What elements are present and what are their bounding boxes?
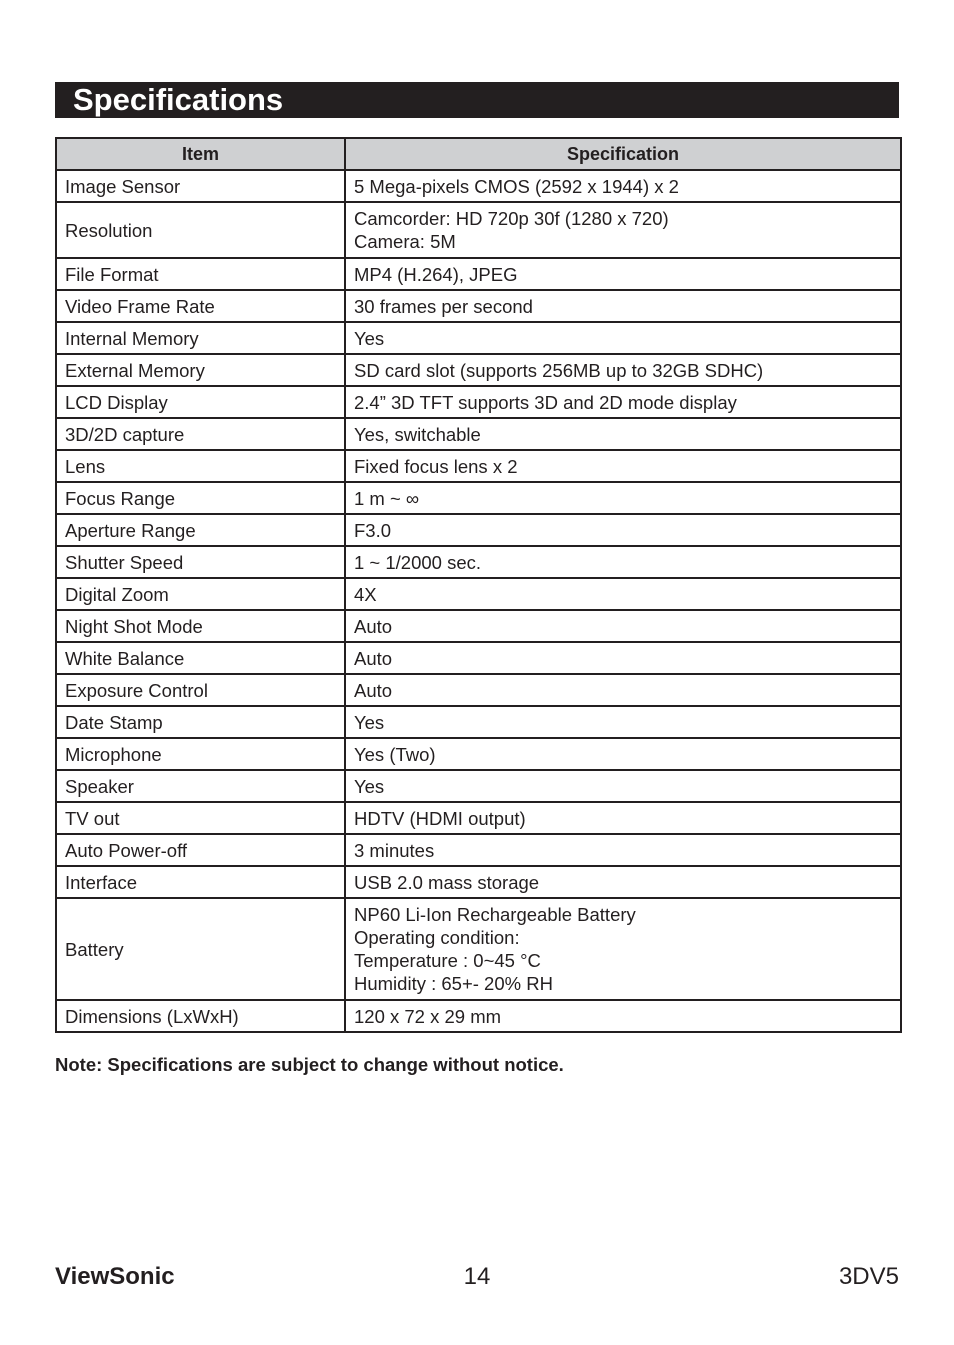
spec-item-cell: Digital Zoom bbox=[56, 578, 345, 610]
model-name: 3DV5 bbox=[838, 1263, 899, 1290]
table-row bbox=[56, 202, 901, 258]
table-row bbox=[56, 170, 901, 202]
page-number: 14 bbox=[463, 1263, 491, 1290]
spec-value-cell bbox=[345, 578, 901, 610]
table-row bbox=[56, 642, 901, 674]
spec-value-cell bbox=[345, 322, 901, 354]
table-row bbox=[56, 354, 901, 386]
specifications-table bbox=[55, 137, 902, 1033]
table-row bbox=[56, 706, 901, 738]
spec-value-cell bbox=[345, 418, 901, 450]
table-header-row bbox=[56, 138, 901, 170]
table-row bbox=[56, 258, 901, 290]
table-row bbox=[56, 546, 901, 578]
spec-value-cell bbox=[345, 202, 901, 258]
table-row bbox=[56, 578, 901, 610]
spec-item-cell: Microphone bbox=[56, 738, 345, 770]
spec-value-cell bbox=[345, 258, 901, 290]
spec-value-cell bbox=[345, 770, 901, 802]
spec-value-cell bbox=[345, 866, 901, 898]
spec-value-line: 4X bbox=[354, 583, 377, 605]
spec-value-line: Yes bbox=[354, 711, 385, 733]
spec-item-cell: External Memory bbox=[56, 354, 345, 386]
table-row bbox=[56, 674, 901, 706]
section-title-bar bbox=[55, 82, 899, 118]
spec-item-cell: Dimensions (LxWxH) bbox=[56, 1000, 345, 1032]
spec-value-cell bbox=[345, 290, 901, 322]
table-row bbox=[56, 290, 901, 322]
spec-item-cell: LCD Display bbox=[56, 386, 345, 418]
spec-item-cell: Exposure Control bbox=[56, 674, 345, 706]
spec-value-cell bbox=[345, 354, 901, 386]
spec-item-cell: Speaker bbox=[56, 770, 345, 802]
spec-value-line: Yes, switchable bbox=[354, 423, 481, 445]
spec-item-cell: Night Shot Mode bbox=[56, 610, 345, 642]
table-row bbox=[56, 386, 901, 418]
table-row bbox=[56, 802, 901, 834]
spec-item-cell: Auto Power-off bbox=[56, 834, 345, 866]
spec-value-line: 1 m ~ ∞ bbox=[354, 487, 420, 509]
spec-value-cell bbox=[345, 170, 901, 202]
spec-item-cell: TV out bbox=[56, 802, 345, 834]
spec-value-line: Operating condition: bbox=[354, 927, 520, 948]
spec-item-cell: Focus Range bbox=[56, 482, 345, 514]
footnote: Note: Specifications are subject to change without notice. bbox=[55, 1054, 564, 1075]
spec-value-line: Auto bbox=[354, 679, 393, 701]
table-row bbox=[56, 418, 901, 450]
spec-item-cell: Date Stamp bbox=[56, 706, 345, 738]
spec-value-line: Fixed focus lens x 2 bbox=[354, 455, 518, 477]
table-row bbox=[56, 322, 901, 354]
column-header-item: Item bbox=[56, 138, 345, 170]
spec-item-cell: Resolution bbox=[56, 202, 345, 258]
spec-item-cell: Shutter Speed bbox=[56, 546, 345, 578]
spec-item-cell: 3D/2D capture bbox=[56, 418, 345, 450]
spec-value-cell bbox=[345, 514, 901, 546]
spec-value-cell bbox=[345, 450, 901, 482]
spec-value-line: Auto bbox=[354, 615, 393, 637]
spec-value-cell bbox=[345, 738, 901, 770]
spec-item-cell: Interface bbox=[56, 866, 345, 898]
spec-value-line: Humidity : 65+- 20% RH bbox=[354, 973, 553, 994]
spec-value-line: 1 ~ 1/2000 sec. bbox=[354, 551, 482, 573]
table-row bbox=[56, 482, 901, 514]
spec-value-line: NP60 Li-Ion Rechargeable Battery bbox=[354, 904, 636, 925]
table-row bbox=[56, 514, 901, 546]
spec-item-cell: File Format bbox=[56, 258, 345, 290]
table-row bbox=[56, 738, 901, 770]
spec-value-cell bbox=[345, 610, 901, 642]
table-row bbox=[56, 834, 901, 866]
spec-value-line: Yes bbox=[354, 327, 385, 349]
spec-value-line: Auto bbox=[354, 647, 393, 669]
spec-item-cell: Aperture Range bbox=[56, 514, 345, 546]
spec-value-cell bbox=[345, 802, 901, 834]
spec-item-cell: Video Frame Rate bbox=[56, 290, 345, 322]
spec-value-line: 2.4” 3D TFT supports 3D and 2D mode display bbox=[354, 391, 737, 413]
spec-value-cell bbox=[345, 706, 901, 738]
spec-value-cell bbox=[345, 674, 901, 706]
spec-value-cell bbox=[345, 482, 901, 514]
spec-item-cell: Internal Memory bbox=[56, 322, 345, 354]
spec-value-cell bbox=[345, 546, 901, 578]
page-title: Specifications bbox=[73, 82, 284, 117]
spec-value-line: SD card slot (supports 256MB up to 32GB SDHC) bbox=[354, 359, 764, 381]
brand-name: ViewSonic bbox=[55, 1263, 175, 1290]
spec-value-line: Yes (Two) bbox=[354, 743, 436, 765]
spec-value-line: 5 Mega-pixels CMOS (2592 x 1944) x 2 bbox=[354, 175, 679, 197]
spec-value-cell bbox=[345, 898, 901, 1000]
spec-item-cell: Battery bbox=[56, 898, 345, 1000]
table-body bbox=[56, 170, 901, 1032]
table-row bbox=[56, 866, 901, 898]
spec-value-line: 120 x 72 x 29 mm bbox=[354, 1005, 502, 1027]
spec-value-line: Camera: 5M bbox=[354, 231, 456, 252]
table-row bbox=[56, 610, 901, 642]
table-row bbox=[56, 898, 901, 1000]
spec-value-line: 3 minutes bbox=[354, 839, 435, 861]
table-row bbox=[56, 450, 901, 482]
spec-value-line: 30 frames per second bbox=[354, 295, 533, 317]
table-row bbox=[56, 770, 901, 802]
spec-value-line: MP4 (H.264), JPEG bbox=[354, 263, 518, 285]
spec-value-line: Camcorder: HD 720p 30f (1280 x 720) bbox=[354, 208, 669, 229]
spec-item-cell: Image Sensor bbox=[56, 170, 345, 202]
spec-value-line: HDTV (HDMI output) bbox=[354, 807, 526, 829]
table-row bbox=[56, 1000, 901, 1032]
spec-value-line: USB 2.0 mass storage bbox=[354, 871, 540, 893]
spec-value-line: Yes bbox=[354, 775, 385, 797]
spec-value-line: Temperature : 0~45 °C bbox=[354, 950, 541, 971]
spec-value-cell bbox=[345, 642, 901, 674]
spec-value-cell bbox=[345, 386, 901, 418]
spec-value-line: F3.0 bbox=[354, 519, 392, 541]
column-header-specification: Specification bbox=[345, 138, 901, 170]
spec-item-cell: Lens bbox=[56, 450, 345, 482]
spec-value-cell bbox=[345, 834, 901, 866]
spec-value-cell bbox=[345, 1000, 901, 1032]
spec-item-cell: White Balance bbox=[56, 642, 345, 674]
